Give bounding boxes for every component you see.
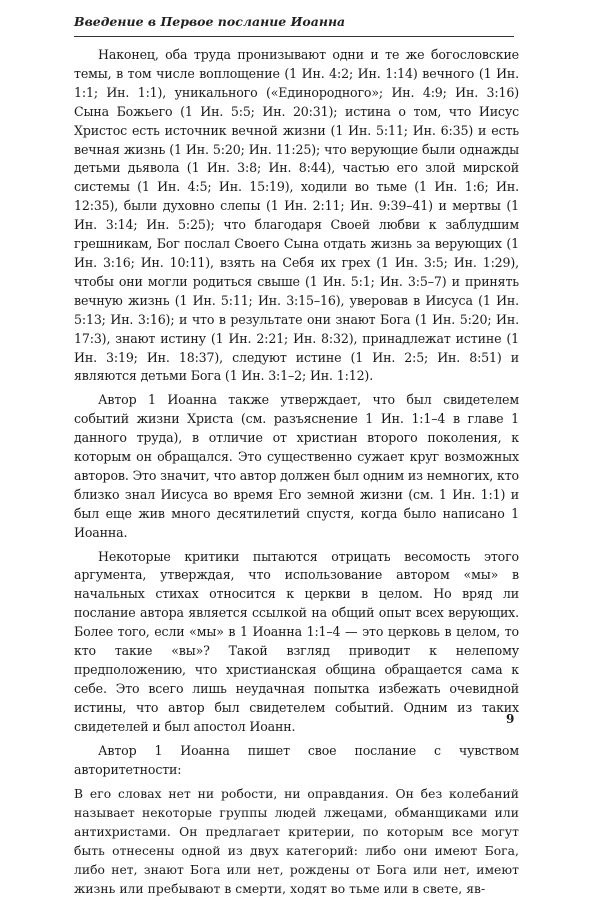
paragraph-eyewitness: Автор 1 Иоанна также утверждает, что был свидетелем событий жизни Христа (см. разъяснение 1 Ин. 1:1–4 в главе 1 данного труда), в отличие от христиан второго поколения, к которым он обращался. Это существенно сужает круг возможных авторов. Это значит, что автор должен был одним из немногих, кто близко знал Иисуса во время Его земной жизни (см. 1 Ин. 1:1) и был еще жив много десятилетий спустя, когда было написано 1 Иоанна. bbox=[74, 392, 519, 540]
header-rule bbox=[74, 36, 514, 37]
paragraph-themes: Наконец, оба труда пронизывают одни и те же богословские темы, в том числе воплощение (1 Ин. 4:2; Ин. 1:14) вечного (1 Ин. 1:1; Ин. 1:1), уникального («Единородного»; Ин. 4:9; Ин. 3:16) Сына Божьего (1 Ин. 5:5; Ин. 20:31); истина о том, что Иисус Христос есть источник вечной жизни (1 Ин. 5:11; Ин. 6:35) и есть вечная жизнь (1 Ин. 5:20; Ин. 11:25); что верующие были однажды детьми дьявола (1 Ин. 3:8; Ин. 8:44), частью его злой мирской системы (1 Ин. 4:5; Ин. 15:19), ходили во тьме (1 Ин. 1:6; Ин. 12:35), были духовно слепы (1 Ин. 2:11; Ин. 9:39–41) и мертвы (1 Ин. 3:14; Ин. 5:25); что благодаря Своей любви к заблудшим грешникам, Бог послал Своего Сына отдать жизнь за верующих (1 Ин. 3:16; Ин. 10:11), взять на Себя их грех (1 Ин. 3:5; Ин. 1:29), чтобы они могли родиться свыше (1 Ин. 5:1; Ин. 3:5–7) и принять вечную жизнь (1 Ин. 5:11; Ин. 3:15–16), уверовав в Иисуса (1 Ин. 5:13; Ин. 3:16); и что в результате они знают Бога (1 Ин. 5:20; Ин. 17:3), знают истину (1 Ин. 2:21; Ин. 8:32), принадлежат истине (1 Ин. 3:19; Ин. 18:37), следуют истине (1 Ин. 2:5; Ин. 8:51) и являются детьми Бога (1 Ин. 3:1–2; Ин. 1:12). bbox=[74, 47, 519, 384]
running-header: Введение в Первое послание Иоанна bbox=[74, 14, 346, 29]
block-quote: В его словах нет ни робости, ни оправдания. Он без колебаний называет некоторые группы людей лжецами, обманщиками или антихристами. Он предлагает критерии, по которым все могут быть отнесены одной из двух категорий: либо они имеют Бога, либо нет, знают Бога или нет, рождены от Бога или нет, имеют жизнь или пребывают в смерти, ходят во тьме или в свете, яв- bbox=[74, 787, 519, 897]
body-text bbox=[74, 46, 519, 899]
paragraph-authority: Автор 1 Иоанна пишет свое послание с чувством авторитетности: bbox=[74, 742, 519, 777]
paragraph-critics: Некоторые критики пытаются отрицать весомость этого аргумента, утверждая, что использование автором «мы» в начальных стихах относится к церкви в целом. Но вряд ли послание автора является ссылкой на общий опыт всех верующих. Более того, если «мы» в 1 Иоанна 1:1–4 — это церковь в целом, то кто такие «вы»? Такой взгляд приводит к нелепому предположению, что христианская община обращается сама к себе. Это всего лишь неудачная попытка избежать очевидной истины, что автор был свидетелем событий. Одним из таких свидетелей и был апостол Иоанн. bbox=[74, 548, 519, 734]
page-number: 9 bbox=[506, 712, 515, 726]
